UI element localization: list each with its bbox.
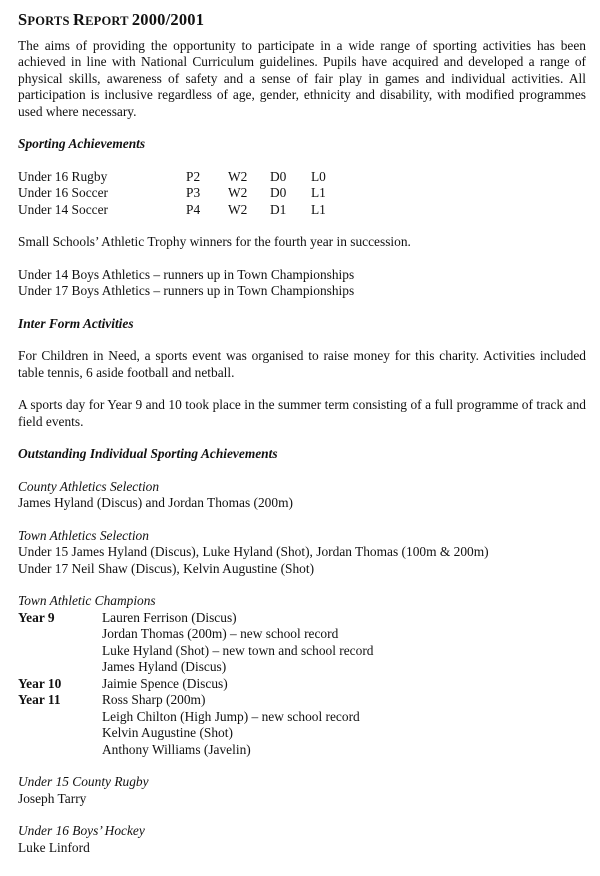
town-selection-line: Under 17 Neil Shaw (Discus), Kelvin Augustine (Shot) [18, 560, 315, 576]
athletics-line: Under 17 Boys Athletics – runners up in Town Championships [18, 283, 355, 298]
year-label: Year 10 [18, 675, 62, 691]
inter-form-paragraph-2: A sports day for Year 9 and 10 took place in the summer term consisting of a full programme of track and field events. [18, 397, 586, 429]
champion-row [18, 692, 373, 709]
town-selection-line: Under 15 James Hyland (Discus), Luke Hyland (Shot), Jordan Thomas (100m & 200m) [18, 544, 489, 559]
year-label [18, 643, 102, 660]
year-label [18, 626, 102, 643]
inter-form-paragraph-1: For Children in Need, a sports event was organised to raise money for this charity. Activities included table tennis, 6 aside football and netball. [18, 348, 586, 380]
inter-form-heading: Inter Form Activities [18, 315, 134, 331]
champion-entry: Lauren Ferrison (Discus) [102, 609, 237, 625]
lost: L1 [311, 185, 326, 200]
champion-entry: Ross Sharp (200m) [102, 692, 206, 707]
team-name: Under 16 Soccer [18, 185, 108, 200]
champion-row [18, 742, 373, 759]
champion-row [18, 626, 373, 643]
team-name: Under 16 Rugby [18, 168, 108, 184]
county-selection-heading: County Athletics Selection [18, 478, 160, 494]
champion-entry: Luke Hyland (Shot) – new town and school record [102, 642, 374, 658]
champion-row [18, 725, 373, 742]
drawn: D0 [270, 168, 287, 184]
title-initial-s: S [18, 10, 28, 29]
champion-entry: Jordan Thomas (200m) – new school record [102, 626, 339, 641]
intro-paragraph: The aims of providing the opportunity to participate in a wide range of sporting activities has been achieved in line with National Curriculum guidelines. Pupils have acquired and developed a range of physical skills, awareness of safety and a sense of fair play in games and individual activities. All participation is inclusive regardless of age, gender, ethnicity and disability, with modified programmes used where necessary. [18, 37, 586, 119]
won: W2 [228, 168, 248, 184]
town-selection-heading: Town Athletics Selection [18, 527, 149, 543]
champions-table [18, 610, 373, 759]
title-report: EPORT [85, 14, 132, 28]
champion-entry: Leigh Chilton (High Jump) – new school record [102, 708, 360, 724]
sporting-achievements-heading: Sporting Achievements [18, 136, 146, 151]
champion-row [18, 709, 373, 726]
lost: L0 [311, 168, 326, 184]
individual-achievements-heading: Outstanding Individual Sporting Achievements [18, 446, 278, 461]
year-label: Year 11 [18, 692, 61, 707]
title-initial-r: R [72, 10, 86, 29]
champion-row [18, 676, 373, 693]
trophy-line: Small Schools’ Athletic Trophy winners for the fourth year in succession. [18, 234, 411, 249]
title-sports: PORTS [27, 14, 73, 28]
county-rugby-heading: Under 15 County Rugby [18, 774, 149, 789]
results-row [18, 169, 326, 186]
title-year: 2000/2001 [131, 10, 205, 29]
champion-entry: Jaimie Spence (Discus) [102, 675, 228, 691]
played: P2 [186, 168, 201, 184]
year-label [18, 659, 102, 676]
drawn: D0 [270, 185, 287, 200]
results-row [18, 185, 326, 202]
results-table [18, 169, 326, 219]
team-name: Under 14 Soccer [18, 201, 108, 217]
played: P3 [186, 185, 201, 200]
page-title [18, 12, 586, 30]
boys-hockey-name: Luke Linford [18, 839, 90, 855]
town-champions-heading: Town Athletic Champions [18, 593, 156, 608]
champion-entry: Kelvin Augustine (Shot) [102, 725, 233, 740]
boys-hockey-heading: Under 16 Boys’ Hockey [18, 823, 145, 838]
results-row [18, 202, 326, 219]
year-label [18, 709, 102, 726]
played: P4 [186, 201, 201, 217]
year-label [18, 742, 102, 759]
champion-row [18, 643, 373, 660]
county-selection-line: James Hyland (Discus) and Jordan Thomas (200m) [18, 495, 293, 510]
champion-row [18, 610, 373, 627]
won: W2 [228, 185, 248, 200]
champion-entry: James Hyland (Discus) [102, 659, 227, 674]
year-label [18, 725, 102, 742]
won: W2 [228, 201, 248, 217]
document-page [18, 12, 586, 856]
year-label: Year 9 [18, 609, 55, 625]
athletics-line: Under 14 Boys Athletics – runners up in Town Championships [18, 266, 355, 282]
champion-entry: Anthony Williams (Javelin) [102, 741, 251, 757]
lost: L1 [311, 201, 326, 217]
county-rugby-name: Joseph Tarry [18, 790, 87, 806]
champion-row [18, 659, 373, 676]
drawn: D1 [270, 201, 287, 217]
